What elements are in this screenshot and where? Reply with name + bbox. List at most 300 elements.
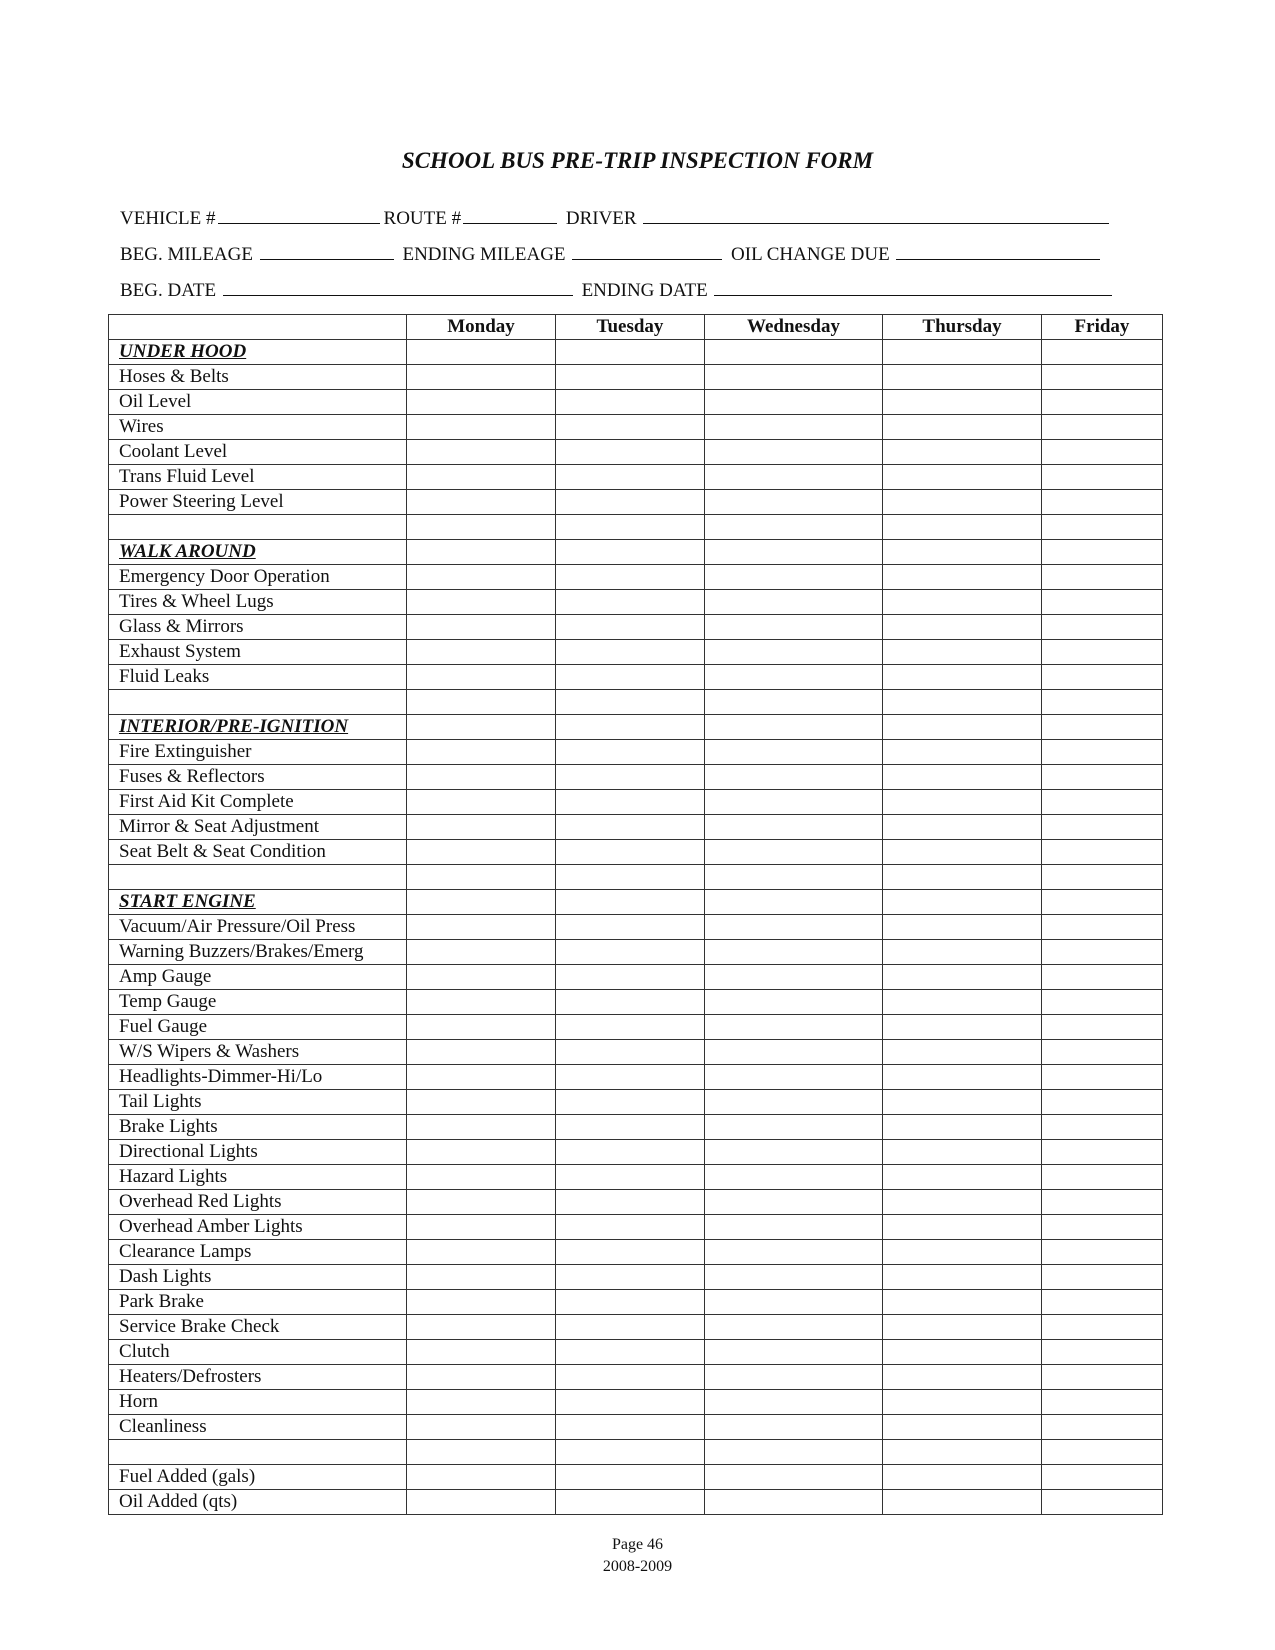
check-cell-thursday[interactable] bbox=[883, 940, 1042, 965]
check-cell-monday[interactable] bbox=[407, 1240, 556, 1265]
check-cell-thursday[interactable] bbox=[883, 815, 1042, 840]
check-cell-monday[interactable] bbox=[407, 565, 556, 590]
check-cell-monday[interactable] bbox=[407, 840, 556, 865]
section-row bbox=[109, 340, 1163, 365]
header-line-1 bbox=[120, 207, 1113, 230]
column-header-tuesday: Tuesday bbox=[556, 315, 705, 340]
check-cell-monday[interactable] bbox=[407, 1140, 556, 1165]
check-cell-tuesday[interactable] bbox=[556, 915, 705, 940]
check-cell-tuesday[interactable] bbox=[556, 440, 705, 465]
check-cell-monday[interactable] bbox=[407, 1215, 556, 1240]
check-cell-wednesday[interactable] bbox=[705, 640, 883, 665]
check-cell-thursday[interactable] bbox=[883, 1040, 1042, 1065]
beg-mileage-label: BEG. MILEAGE bbox=[120, 244, 253, 265]
check-cell-wednesday[interactable] bbox=[705, 790, 883, 815]
blank-row bbox=[109, 690, 1163, 715]
check-cell-monday[interactable] bbox=[407, 990, 556, 1015]
check-cell-friday[interactable] bbox=[1042, 1015, 1163, 1040]
check-cell-thursday[interactable] bbox=[883, 640, 1042, 665]
table-row bbox=[109, 1465, 1163, 1490]
check-cell-tuesday[interactable] bbox=[556, 640, 705, 665]
check-cell-tuesday[interactable] bbox=[556, 1090, 705, 1115]
check-cell-monday[interactable] bbox=[407, 415, 556, 440]
check-cell-tuesday[interactable] bbox=[556, 1015, 705, 1040]
check-cell-thursday[interactable] bbox=[883, 1365, 1042, 1390]
check-cell-wednesday[interactable] bbox=[705, 540, 883, 565]
check-cell-wednesday[interactable] bbox=[705, 1365, 883, 1390]
check-cell-monday[interactable] bbox=[407, 1365, 556, 1390]
check-cell-friday[interactable] bbox=[1042, 540, 1163, 565]
check-cell-monday[interactable] bbox=[407, 715, 556, 740]
ending-date-field[interactable] bbox=[714, 279, 1112, 296]
oil-change-due-label: OIL CHANGE DUE bbox=[731, 244, 890, 265]
check-cell-friday[interactable] bbox=[1042, 690, 1163, 715]
check-cell-wednesday[interactable] bbox=[705, 890, 883, 915]
column-header-item bbox=[109, 315, 407, 340]
check-cell-monday[interactable] bbox=[407, 1190, 556, 1215]
check-cell-tuesday[interactable] bbox=[556, 690, 705, 715]
check-cell-friday[interactable] bbox=[1042, 1415, 1163, 1440]
table-row bbox=[109, 390, 1163, 415]
check-cell-monday[interactable] bbox=[407, 1490, 556, 1515]
check-cell-tuesday[interactable] bbox=[556, 1315, 705, 1340]
check-cell-tuesday[interactable] bbox=[556, 1040, 705, 1065]
check-cell-wednesday[interactable] bbox=[705, 340, 883, 365]
check-cell-friday[interactable] bbox=[1042, 840, 1163, 865]
check-cell-thursday[interactable] bbox=[883, 1115, 1042, 1140]
check-cell-wednesday[interactable] bbox=[705, 1390, 883, 1415]
check-cell-tuesday[interactable] bbox=[556, 790, 705, 815]
check-cell-tuesday[interactable] bbox=[556, 515, 705, 540]
check-cell-wednesday[interactable] bbox=[705, 390, 883, 415]
check-cell-friday[interactable] bbox=[1042, 1115, 1163, 1140]
check-cell-monday[interactable] bbox=[407, 1315, 556, 1340]
check-cell-friday[interactable] bbox=[1042, 1465, 1163, 1490]
check-cell-monday[interactable] bbox=[407, 590, 556, 615]
check-cell-friday[interactable] bbox=[1042, 365, 1163, 390]
check-cell-tuesday[interactable] bbox=[556, 1390, 705, 1415]
check-cell-monday[interactable] bbox=[407, 740, 556, 765]
check-cell-tuesday[interactable] bbox=[556, 1440, 705, 1465]
check-cell-tuesday[interactable] bbox=[556, 990, 705, 1015]
check-cell-monday[interactable] bbox=[407, 1015, 556, 1040]
item-label: Temp Gauge bbox=[109, 990, 407, 1015]
check-cell-thursday[interactable] bbox=[883, 340, 1042, 365]
check-cell-thursday[interactable] bbox=[883, 965, 1042, 990]
check-cell-wednesday[interactable] bbox=[705, 1265, 883, 1290]
check-cell-monday[interactable] bbox=[407, 965, 556, 990]
check-cell-thursday[interactable] bbox=[883, 1390, 1042, 1415]
check-cell-wednesday[interactable] bbox=[705, 1140, 883, 1165]
check-cell-wednesday[interactable] bbox=[705, 690, 883, 715]
check-cell-tuesday[interactable] bbox=[556, 665, 705, 690]
check-cell-tuesday[interactable] bbox=[556, 715, 705, 740]
route-field[interactable] bbox=[463, 207, 557, 224]
check-cell-wednesday[interactable] bbox=[705, 440, 883, 465]
item-label: Glass & Mirrors bbox=[109, 615, 407, 640]
check-cell-monday[interactable] bbox=[407, 365, 556, 390]
table-row bbox=[109, 590, 1163, 615]
check-cell-thursday[interactable] bbox=[883, 1015, 1042, 1040]
table-row bbox=[109, 1340, 1163, 1365]
check-cell-friday[interactable] bbox=[1042, 1090, 1163, 1115]
check-cell-tuesday[interactable] bbox=[556, 465, 705, 490]
check-cell-thursday[interactable] bbox=[883, 740, 1042, 765]
check-cell-monday[interactable] bbox=[407, 465, 556, 490]
column-header-monday: Monday bbox=[407, 315, 556, 340]
item-label: Hoses & Belts bbox=[109, 365, 407, 390]
check-cell-thursday[interactable] bbox=[883, 565, 1042, 590]
check-cell-monday[interactable] bbox=[407, 915, 556, 940]
check-cell-tuesday[interactable] bbox=[556, 1490, 705, 1515]
check-cell-wednesday[interactable] bbox=[705, 865, 883, 890]
check-cell-tuesday[interactable] bbox=[556, 765, 705, 790]
check-cell-tuesday[interactable] bbox=[556, 940, 705, 965]
check-cell-friday[interactable] bbox=[1042, 1365, 1163, 1390]
table-row bbox=[109, 615, 1163, 640]
check-cell-wednesday[interactable] bbox=[705, 1215, 883, 1240]
check-cell-wednesday[interactable] bbox=[705, 565, 883, 590]
check-cell-thursday[interactable] bbox=[883, 1190, 1042, 1215]
check-cell-friday[interactable] bbox=[1042, 340, 1163, 365]
check-cell-friday[interactable] bbox=[1042, 940, 1163, 965]
check-cell-thursday[interactable] bbox=[883, 765, 1042, 790]
check-cell-thursday[interactable] bbox=[883, 1240, 1042, 1265]
check-cell-wednesday[interactable] bbox=[705, 1115, 883, 1140]
check-cell-thursday[interactable] bbox=[883, 540, 1042, 565]
check-cell-wednesday[interactable] bbox=[705, 965, 883, 990]
check-cell-thursday[interactable] bbox=[883, 390, 1042, 415]
check-cell-wednesday[interactable] bbox=[705, 740, 883, 765]
check-cell-thursday[interactable] bbox=[883, 990, 1042, 1015]
check-cell-friday[interactable] bbox=[1042, 865, 1163, 890]
check-cell-thursday[interactable] bbox=[883, 365, 1042, 390]
check-cell-tuesday[interactable] bbox=[556, 1140, 705, 1165]
check-cell-monday[interactable] bbox=[407, 390, 556, 415]
check-cell-thursday[interactable] bbox=[883, 1065, 1042, 1090]
check-cell-monday[interactable] bbox=[407, 615, 556, 640]
check-cell-wednesday[interactable] bbox=[705, 1165, 883, 1190]
section-row bbox=[109, 715, 1163, 740]
check-cell-tuesday[interactable] bbox=[556, 1165, 705, 1190]
check-cell-tuesday[interactable] bbox=[556, 490, 705, 515]
check-cell-friday[interactable] bbox=[1042, 1265, 1163, 1290]
check-cell-monday[interactable] bbox=[407, 1465, 556, 1490]
check-cell-thursday[interactable] bbox=[883, 465, 1042, 490]
table-row bbox=[109, 640, 1163, 665]
check-cell-monday[interactable] bbox=[407, 865, 556, 890]
column-header-friday: Friday bbox=[1042, 315, 1163, 340]
item-label: Fuel Added (gals) bbox=[109, 1465, 407, 1490]
check-cell-friday[interactable] bbox=[1042, 615, 1163, 640]
item-label: Exhaust System bbox=[109, 640, 407, 665]
check-cell-tuesday[interactable] bbox=[556, 1290, 705, 1315]
check-cell-monday[interactable] bbox=[407, 1090, 556, 1115]
section-row bbox=[109, 890, 1163, 915]
check-cell-friday[interactable] bbox=[1042, 390, 1163, 415]
check-cell-monday[interactable] bbox=[407, 440, 556, 465]
check-cell-wednesday[interactable] bbox=[705, 940, 883, 965]
check-cell-tuesday[interactable] bbox=[556, 1190, 705, 1215]
check-cell-thursday[interactable] bbox=[883, 590, 1042, 615]
table-row bbox=[109, 815, 1163, 840]
check-cell-thursday[interactable] bbox=[883, 865, 1042, 890]
check-cell-wednesday[interactable] bbox=[705, 1440, 883, 1465]
check-cell-friday[interactable] bbox=[1042, 1490, 1163, 1515]
check-cell-wednesday[interactable] bbox=[705, 465, 883, 490]
check-cell-wednesday[interactable] bbox=[705, 840, 883, 865]
vehicle-field[interactable] bbox=[218, 207, 380, 224]
check-cell-tuesday[interactable] bbox=[556, 615, 705, 640]
check-cell-monday[interactable] bbox=[407, 340, 556, 365]
table-row bbox=[109, 1140, 1163, 1165]
check-cell-thursday[interactable] bbox=[883, 1440, 1042, 1465]
check-cell-wednesday[interactable] bbox=[705, 715, 883, 740]
check-cell-thursday[interactable] bbox=[883, 665, 1042, 690]
check-cell-thursday[interactable] bbox=[883, 1265, 1042, 1290]
check-cell-friday[interactable] bbox=[1042, 765, 1163, 790]
check-cell-friday[interactable] bbox=[1042, 440, 1163, 465]
check-cell-monday[interactable] bbox=[407, 1415, 556, 1440]
check-cell-thursday[interactable] bbox=[883, 790, 1042, 815]
check-cell-thursday[interactable] bbox=[883, 1315, 1042, 1340]
driver-field[interactable] bbox=[643, 207, 1109, 224]
check-cell-friday[interactable] bbox=[1042, 640, 1163, 665]
item-label: Trans Fluid Level bbox=[109, 465, 407, 490]
check-cell-friday[interactable] bbox=[1042, 1140, 1163, 1165]
check-cell-monday[interactable] bbox=[407, 1165, 556, 1190]
check-cell-wednesday[interactable] bbox=[705, 1490, 883, 1515]
check-cell-friday[interactable] bbox=[1042, 790, 1163, 815]
check-cell-monday[interactable] bbox=[407, 890, 556, 915]
check-cell-thursday[interactable] bbox=[883, 515, 1042, 540]
check-cell-friday[interactable] bbox=[1042, 740, 1163, 765]
check-cell-tuesday[interactable] bbox=[556, 1465, 705, 1490]
check-cell-wednesday[interactable] bbox=[705, 415, 883, 440]
check-cell-wednesday[interactable] bbox=[705, 1340, 883, 1365]
check-cell-monday[interactable] bbox=[407, 1340, 556, 1365]
check-cell-wednesday[interactable] bbox=[705, 1015, 883, 1040]
check-cell-thursday[interactable] bbox=[883, 1290, 1042, 1315]
item-label: Headlights-Dimmer-Hi/Lo bbox=[109, 1065, 407, 1090]
check-cell-tuesday[interactable] bbox=[556, 865, 705, 890]
page-number: Page 46 bbox=[611, 1536, 664, 1553]
check-cell-friday[interactable] bbox=[1042, 890, 1163, 915]
item-label bbox=[109, 690, 407, 715]
check-cell-wednesday[interactable] bbox=[705, 915, 883, 940]
check-cell-monday[interactable] bbox=[407, 490, 556, 515]
check-cell-friday[interactable] bbox=[1042, 715, 1163, 740]
check-cell-wednesday[interactable] bbox=[705, 815, 883, 840]
check-cell-monday[interactable] bbox=[407, 1440, 556, 1465]
check-cell-monday[interactable] bbox=[407, 940, 556, 965]
check-cell-thursday[interactable] bbox=[883, 840, 1042, 865]
check-cell-friday[interactable] bbox=[1042, 1390, 1163, 1415]
check-cell-monday[interactable] bbox=[407, 765, 556, 790]
form-title: SCHOOL BUS PRE-TRIP INSPECTION FORM bbox=[401, 148, 874, 173]
ending-mileage-field[interactable] bbox=[572, 243, 722, 260]
check-cell-monday[interactable] bbox=[407, 690, 556, 715]
check-cell-thursday[interactable] bbox=[883, 1490, 1042, 1515]
check-cell-friday[interactable] bbox=[1042, 915, 1163, 940]
table-row bbox=[109, 1115, 1163, 1140]
check-cell-thursday[interactable] bbox=[883, 890, 1042, 915]
check-cell-friday[interactable] bbox=[1042, 1215, 1163, 1240]
check-cell-wednesday[interactable] bbox=[705, 490, 883, 515]
check-cell-thursday[interactable] bbox=[883, 1340, 1042, 1365]
check-cell-friday[interactable] bbox=[1042, 1315, 1163, 1340]
check-cell-tuesday[interactable] bbox=[556, 1065, 705, 1090]
check-cell-monday[interactable] bbox=[407, 1040, 556, 1065]
check-cell-tuesday[interactable] bbox=[556, 415, 705, 440]
check-cell-monday[interactable] bbox=[407, 815, 556, 840]
oil-change-due-field[interactable] bbox=[896, 243, 1100, 260]
check-cell-wednesday[interactable] bbox=[705, 1465, 883, 1490]
check-cell-friday[interactable] bbox=[1042, 490, 1163, 515]
check-cell-friday[interactable] bbox=[1042, 1190, 1163, 1215]
check-cell-friday[interactable] bbox=[1042, 415, 1163, 440]
check-cell-tuesday[interactable] bbox=[556, 540, 705, 565]
vehicle-label: VEHICLE # bbox=[120, 208, 216, 229]
item-label: Directional Lights bbox=[109, 1140, 407, 1165]
check-cell-friday[interactable] bbox=[1042, 815, 1163, 840]
check-cell-monday[interactable] bbox=[407, 640, 556, 665]
item-label: Heaters/Defrosters bbox=[109, 1365, 407, 1390]
item-label: Fluid Leaks bbox=[109, 665, 407, 690]
check-cell-tuesday[interactable] bbox=[556, 1415, 705, 1440]
check-cell-friday[interactable] bbox=[1042, 990, 1163, 1015]
check-cell-thursday[interactable] bbox=[883, 1090, 1042, 1115]
check-cell-monday[interactable] bbox=[407, 1265, 556, 1290]
check-cell-thursday[interactable] bbox=[883, 1415, 1042, 1440]
check-cell-friday[interactable] bbox=[1042, 1040, 1163, 1065]
check-cell-tuesday[interactable] bbox=[556, 1240, 705, 1265]
table-row bbox=[109, 1315, 1163, 1340]
table-row bbox=[109, 940, 1163, 965]
check-cell-monday[interactable] bbox=[407, 665, 556, 690]
check-cell-wednesday[interactable] bbox=[705, 1415, 883, 1440]
check-cell-tuesday[interactable] bbox=[556, 965, 705, 990]
check-cell-friday[interactable] bbox=[1042, 665, 1163, 690]
item-label: Tail Lights bbox=[109, 1090, 407, 1115]
check-cell-friday[interactable] bbox=[1042, 1165, 1163, 1190]
check-cell-thursday[interactable] bbox=[883, 1215, 1042, 1240]
check-cell-friday[interactable] bbox=[1042, 1240, 1163, 1265]
check-cell-wednesday[interactable] bbox=[705, 615, 883, 640]
check-cell-wednesday[interactable] bbox=[705, 990, 883, 1015]
check-cell-friday[interactable] bbox=[1042, 515, 1163, 540]
check-cell-thursday[interactable] bbox=[883, 615, 1042, 640]
check-cell-thursday[interactable] bbox=[883, 440, 1042, 465]
check-cell-wednesday[interactable] bbox=[705, 1240, 883, 1265]
check-cell-tuesday[interactable] bbox=[556, 590, 705, 615]
check-cell-thursday[interactable] bbox=[883, 415, 1042, 440]
table-row bbox=[109, 1390, 1163, 1415]
check-cell-tuesday[interactable] bbox=[556, 340, 705, 365]
check-cell-tuesday[interactable] bbox=[556, 815, 705, 840]
check-cell-friday[interactable] bbox=[1042, 1065, 1163, 1090]
check-cell-thursday[interactable] bbox=[883, 1140, 1042, 1165]
check-cell-monday[interactable] bbox=[407, 540, 556, 565]
check-cell-tuesday[interactable] bbox=[556, 1115, 705, 1140]
check-cell-wednesday[interactable] bbox=[705, 515, 883, 540]
check-cell-thursday[interactable] bbox=[883, 915, 1042, 940]
check-cell-tuesday[interactable] bbox=[556, 1215, 705, 1240]
item-label bbox=[109, 1440, 407, 1465]
check-cell-wednesday[interactable] bbox=[705, 365, 883, 390]
check-cell-monday[interactable] bbox=[407, 515, 556, 540]
check-cell-friday[interactable] bbox=[1042, 965, 1163, 990]
check-cell-tuesday[interactable] bbox=[556, 840, 705, 865]
beg-date-field[interactable] bbox=[223, 279, 573, 296]
section-row bbox=[109, 540, 1163, 565]
check-cell-tuesday[interactable] bbox=[556, 1365, 705, 1390]
check-cell-wednesday[interactable] bbox=[705, 665, 883, 690]
item-label: First Aid Kit Complete bbox=[109, 790, 407, 815]
check-cell-tuesday[interactable] bbox=[556, 890, 705, 915]
table-row bbox=[109, 1290, 1163, 1315]
check-cell-tuesday[interactable] bbox=[556, 390, 705, 415]
check-cell-wednesday[interactable] bbox=[705, 1290, 883, 1315]
check-cell-tuesday[interactable] bbox=[556, 565, 705, 590]
check-cell-thursday[interactable] bbox=[883, 690, 1042, 715]
item-label: Amp Gauge bbox=[109, 965, 407, 990]
item-label: Wires bbox=[109, 415, 407, 440]
item-label: Service Brake Check bbox=[109, 1315, 407, 1340]
check-cell-tuesday[interactable] bbox=[556, 365, 705, 390]
check-cell-friday[interactable] bbox=[1042, 1440, 1163, 1465]
check-cell-thursday[interactable] bbox=[883, 715, 1042, 740]
item-label: Oil Level bbox=[109, 390, 407, 415]
table-row bbox=[109, 1090, 1163, 1115]
check-cell-wednesday[interactable] bbox=[705, 1040, 883, 1065]
item-label: Warning Buzzers/Brakes/Emerg bbox=[109, 940, 407, 965]
check-cell-wednesday[interactable] bbox=[705, 1190, 883, 1215]
check-cell-monday[interactable] bbox=[407, 1065, 556, 1090]
check-cell-friday[interactable] bbox=[1042, 565, 1163, 590]
check-cell-tuesday[interactable] bbox=[556, 1340, 705, 1365]
table-row bbox=[109, 1365, 1163, 1390]
beg-mileage-field[interactable] bbox=[260, 243, 394, 260]
check-cell-thursday[interactable] bbox=[883, 1165, 1042, 1190]
check-cell-monday[interactable] bbox=[407, 1115, 556, 1140]
check-cell-monday[interactable] bbox=[407, 1390, 556, 1415]
check-cell-wednesday[interactable] bbox=[705, 590, 883, 615]
item-label: Overhead Amber Lights bbox=[109, 1215, 407, 1240]
blank-row bbox=[109, 865, 1163, 890]
check-cell-wednesday[interactable] bbox=[705, 765, 883, 790]
check-cell-tuesday[interactable] bbox=[556, 740, 705, 765]
check-cell-friday[interactable] bbox=[1042, 1290, 1163, 1315]
table-row bbox=[109, 1190, 1163, 1215]
check-cell-wednesday[interactable] bbox=[705, 1315, 883, 1340]
item-label: Oil Added (qts) bbox=[109, 1490, 407, 1515]
check-cell-thursday[interactable] bbox=[883, 1465, 1042, 1490]
check-cell-wednesday[interactable] bbox=[705, 1065, 883, 1090]
check-cell-friday[interactable] bbox=[1042, 1340, 1163, 1365]
table-row bbox=[109, 440, 1163, 465]
check-cell-thursday[interactable] bbox=[883, 490, 1042, 515]
ending-mileage-label: ENDING MILEAGE bbox=[402, 244, 566, 265]
check-cell-tuesday[interactable] bbox=[556, 1265, 705, 1290]
table-row bbox=[109, 490, 1163, 515]
check-cell-monday[interactable] bbox=[407, 790, 556, 815]
check-cell-wednesday[interactable] bbox=[705, 1090, 883, 1115]
check-cell-friday[interactable] bbox=[1042, 465, 1163, 490]
item-label: Overhead Red Lights bbox=[109, 1190, 407, 1215]
check-cell-friday[interactable] bbox=[1042, 590, 1163, 615]
check-cell-monday[interactable] bbox=[407, 1290, 556, 1315]
